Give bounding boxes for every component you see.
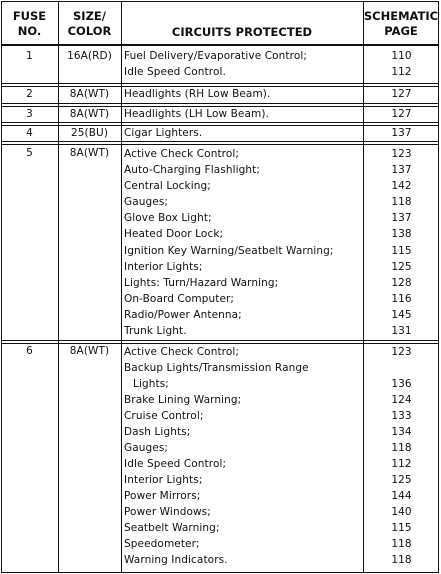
page-number: 136	[391, 378, 412, 390]
circuit-item: Warning Indicators.	[124, 554, 228, 566]
page-number: 133	[391, 410, 412, 422]
page-number: 123	[391, 346, 412, 358]
circuit-item: Gauges;	[124, 442, 169, 454]
page-list	[364, 344, 439, 568]
circuit-item: Interior Lights;	[124, 474, 203, 486]
page-number: 144	[391, 490, 412, 502]
circuit-item: Idle Speed Control;	[124, 458, 227, 470]
page-number: 128	[391, 276, 412, 289]
fuse-size: 8A(WT)	[69, 108, 110, 120]
circuit-item: Glove Box Light;	[124, 212, 212, 225]
header-fuse-no	[1, 9, 58, 39]
circuit-item: Radio/Power Antenna;	[124, 308, 242, 321]
header-divider	[1, 44, 439, 46]
page-number: 116	[391, 292, 412, 305]
circuit-item: Lights: Turn/Hazard Warning;	[124, 276, 279, 289]
circuit-item: Lights;	[133, 378, 169, 390]
page-number	[364, 360, 439, 376]
circuit-item: Fuel Delivery/Evaporative Control;	[124, 50, 308, 62]
page-number: 137	[391, 127, 412, 139]
page-number: 118	[391, 538, 412, 550]
circuit-item: Dash Lights;	[124, 426, 191, 438]
circuit-item: Power Mirrors;	[124, 490, 201, 502]
circuit-item: Trunk Light.	[124, 325, 187, 338]
circuit-item: Auto-Charging Flashlight;	[124, 164, 260, 177]
circuit-list	[124, 49, 364, 80]
fuse-size: 16A(RD)	[67, 50, 112, 62]
row-divider	[1, 144, 439, 145]
header-page-line: SCHEMATIC	[363, 9, 439, 23]
circuit-item: Cruise Control;	[124, 410, 204, 422]
page-number: 112	[391, 65, 412, 78]
fuse-size: 8A(WT)	[69, 147, 110, 159]
circuit-item: On-Board Computer;	[124, 292, 235, 305]
page-number: 127	[391, 88, 412, 100]
circuit-item: Speedometer;	[124, 538, 200, 550]
row-divider	[1, 340, 439, 341]
page-number: 110	[391, 50, 412, 62]
header-fuse-line: NO.	[17, 24, 42, 38]
fuse-size: 8A(WT)	[69, 88, 110, 100]
header-fuse-line: FUSE	[12, 9, 47, 23]
page-number: 137	[391, 164, 412, 177]
page-number: 142	[391, 180, 412, 193]
fuse-size: 8A(WT)	[69, 345, 110, 357]
circuit-item: Brake Lining Warning;	[124, 394, 242, 406]
circuit-item: Interior Lights;	[124, 260, 203, 273]
circuit-item: Ignition Key Warning/Seatbelt Warning;	[124, 244, 334, 257]
page-number: 140	[391, 506, 412, 518]
fuse-size: 25(BU)	[70, 127, 109, 139]
circuit-item: Central Locking;	[124, 180, 211, 193]
page-list	[364, 146, 439, 339]
fuse-number: 4	[26, 127, 33, 139]
fuse-number: 3	[26, 108, 33, 120]
header-size-line: SIZE/	[73, 9, 106, 23]
page-number: 145	[391, 308, 412, 321]
circuit-item: Active Check Control;	[124, 148, 240, 160]
page-number: 118	[391, 554, 412, 566]
circuit-item: Heated Door Lock;	[124, 228, 224, 241]
header-size-line: COLOR	[67, 24, 112, 38]
page-number: 131	[391, 325, 412, 338]
fuse-table	[1, 1, 439, 573]
circuit-list	[124, 344, 364, 568]
circuit-item: Backup Lights/Transmission Range	[124, 362, 309, 374]
page-number: 125	[391, 474, 412, 486]
page-number: 112	[391, 458, 412, 470]
page-number: 115	[391, 522, 412, 534]
row-divider	[1, 103, 439, 104]
page-number: 134	[391, 426, 412, 438]
page-number: 118	[391, 442, 412, 454]
circuit-item: Headlights (RH Low Beam).	[124, 88, 271, 100]
circuit-list	[124, 146, 364, 339]
fuse-number: 1	[26, 50, 33, 62]
circuit-item: Idle Speed Control.	[124, 65, 226, 78]
circuit-item: Active Check Control;	[124, 346, 240, 358]
circuit-item: Headlights (LH Low Beam).	[124, 108, 269, 120]
page-list	[364, 49, 439, 80]
page-number: 137	[391, 212, 412, 225]
page-number: 123	[391, 148, 412, 160]
circuit-item: Power Windows;	[124, 506, 211, 518]
page-number: 127	[391, 108, 412, 120]
circuit-item: Cigar Lighters.	[124, 127, 203, 139]
header-size-color	[58, 9, 121, 39]
page-number: 115	[391, 244, 412, 257]
page-number: 125	[391, 260, 412, 273]
fuse-number: 2	[26, 88, 33, 100]
header-circuits: CIRCUITS PROTECTED	[171, 25, 313, 39]
header-page-line: PAGE	[384, 24, 418, 38]
page-number: 118	[391, 196, 412, 209]
page-number: 124	[391, 394, 412, 406]
circuit-item: Seatbelt Warning;	[124, 522, 220, 534]
row-divider	[1, 83, 439, 84]
circuit-item: Gauges;	[124, 196, 169, 209]
fuse-number: 5	[26, 147, 33, 159]
page-number: 138	[391, 228, 412, 241]
fuse-number: 6	[26, 345, 33, 357]
header-schematic-page	[363, 9, 439, 39]
